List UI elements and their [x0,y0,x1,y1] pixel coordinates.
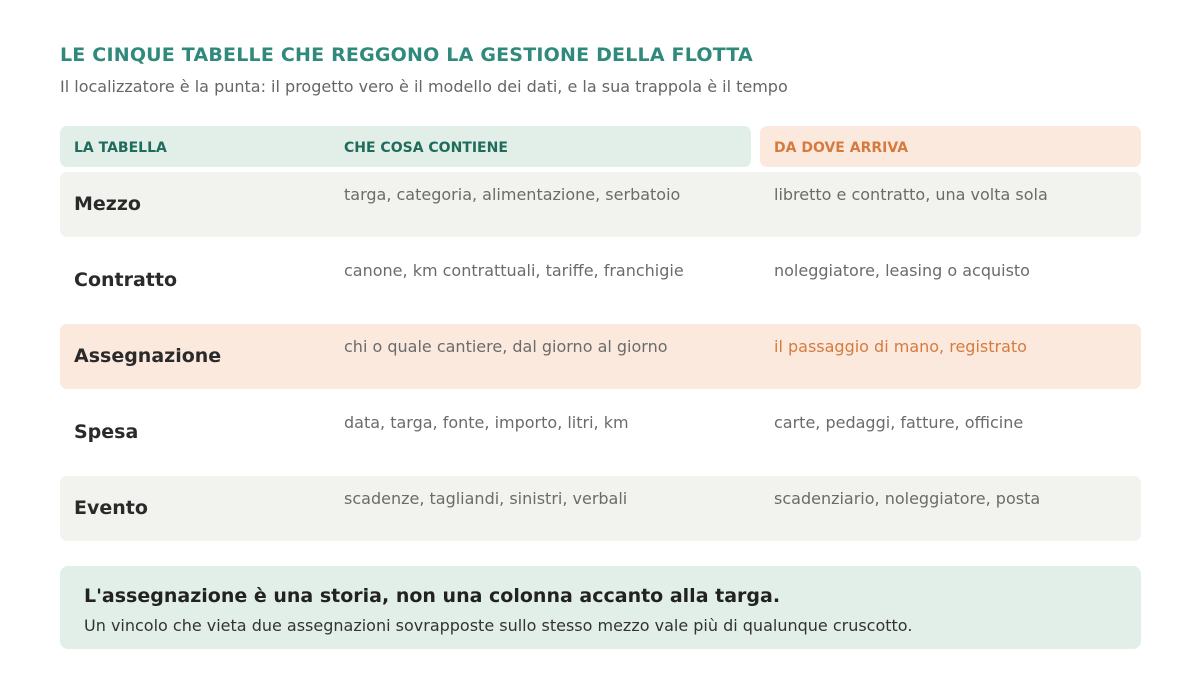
row-contents: scadenze, tagliandi, sinistri, verbali [344,489,628,508]
row-source: il passaggio di mano, registrato [774,337,1027,356]
row-contents: chi o quale cantiere, dal giorno al giorno [344,337,668,356]
column-header-table: LA TABELLA [74,140,167,156]
table-row-spesa [60,400,1141,465]
row-name: Mezzo [74,193,141,215]
row-name: Assegnazione [74,345,222,367]
row-name: Evento [74,497,148,519]
table-row-mezzo [60,172,1141,237]
row-name: Contratto [74,269,178,291]
table-row-evento [60,476,1141,541]
row-source: scadenziario, noleggiatore, posta [774,489,1041,508]
table-row-contratto [60,248,1141,313]
callout-text: Un vincolo che vieta due assegnazioni sovrapposte sullo stesso mezzo vale più di qualunque cruscotto. [84,616,913,635]
row-contents: targa, categoria, alimentazione, serbatoio [344,185,681,204]
row-source: noleggiatore, leasing o acquisto [774,261,1030,280]
column-header-source: DA DOVE ARRIVA [774,140,909,156]
row-contents: canone, km contrattuali, tariffe, franchigie [344,261,684,280]
row-name: Spesa [74,421,139,443]
row-contents: data, targa, fonte, importo, litri, km [344,413,629,432]
callout-box [60,566,1141,649]
row-source: carte, pedaggi, fatture, officine [774,413,1024,432]
page-subtitle: Il localizzatore è la punta: il progetto vero è il modello dei dati, e la sua trappola è il tempo [60,77,788,96]
row-source: libretto e contratto, una volta sola [774,185,1048,204]
page-title: LE CINQUE TABELLE CHE REGGONO LA GESTIONE DELLA FLOTTA [60,44,753,66]
column-header-contents: CHE COSA CONTIENE [344,140,508,156]
callout-title: L'assegnazione è una storia, non una colonna accanto alla targa. [84,585,781,607]
table-row-assegnazione [60,324,1141,389]
